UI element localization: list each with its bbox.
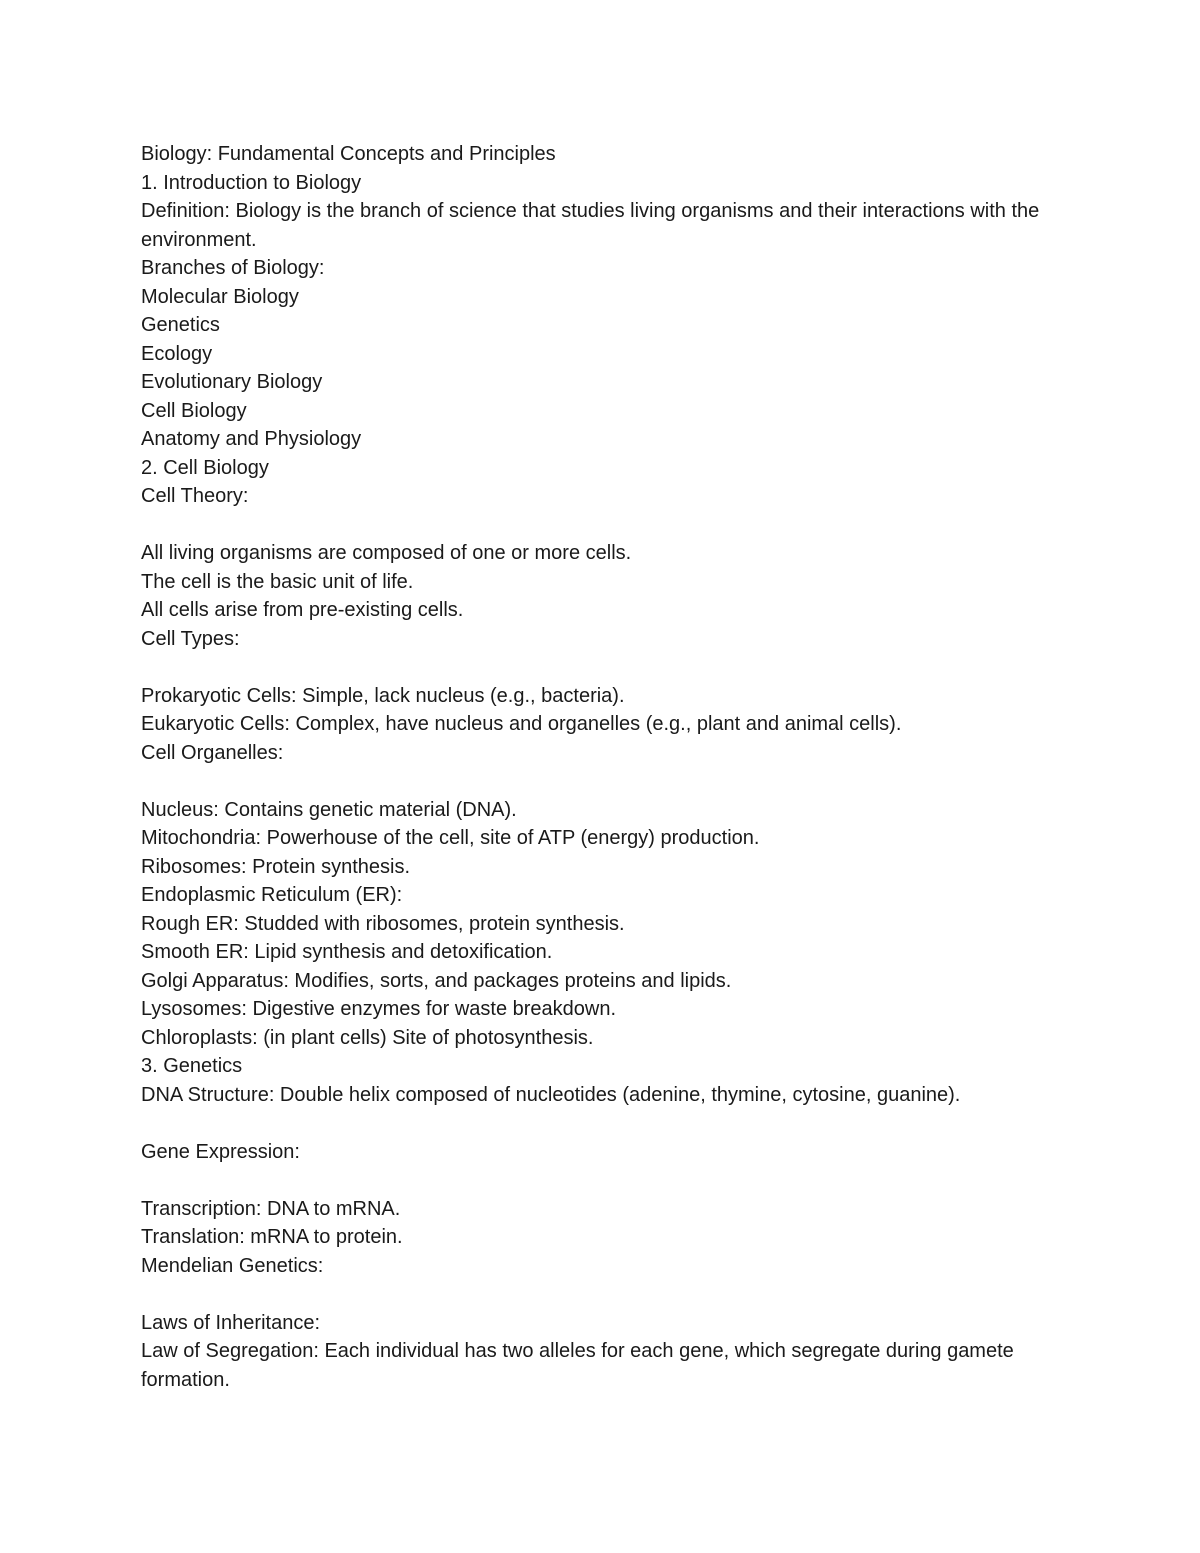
branch-item: Cell Biology (141, 399, 247, 422)
law-of-segregation: Law of Segregation: Each individual has two alleles for each gene, which segregate during gamete formation. (141, 1340, 1014, 1391)
biology-definition: Definition: Biology is the branch of science that studies living organisms and their interactions with the environment. (141, 200, 1040, 251)
branch-item: Ecology (141, 342, 213, 365)
cell-type-item: Prokaryotic Cells: Simple, lack nucleus (e.g., bacteria). (141, 684, 625, 707)
gene-expression-item: Transcription: DNA to mRNA. (141, 1197, 401, 1220)
organelle-item: Ribosomes: Protein synthesis. (141, 855, 411, 878)
branch-item: Evolutionary Biology (141, 371, 323, 393)
cell-theory-item: All living organisms are composed of one or more cells. (141, 542, 632, 564)
organelle-item: Endoplasmic Reticulum (ER): (141, 884, 403, 906)
mendelian-genetics-label: Mendelian Genetics: (141, 1254, 324, 1277)
cell-types-label: Cell Types: (141, 627, 240, 650)
blank-line (141, 1280, 1041, 1309)
organelle-item: Lysosomes: Digestive enzymes for waste breakdown. (141, 998, 617, 1020)
organelle-item: Smooth ER: Lipid synthesis and detoxification. (141, 941, 553, 963)
organelles-label: Cell Organelles: (141, 741, 284, 764)
cell-theory-item: All cells arise from pre-existing cells. (141, 599, 464, 621)
section-heading-cell-biology: 2. Cell Biology (141, 456, 269, 479)
organelle-item: Mitochondria: Powerhouse of the cell, site of ATP (energy) production. (141, 827, 760, 849)
blank-line (141, 1109, 1041, 1138)
cell-theory-label: Cell Theory: (141, 485, 249, 507)
branch-item: Molecular Biology (141, 285, 299, 308)
gene-expression-label: Gene Expression: (141, 1140, 300, 1163)
blank-line (141, 511, 1041, 540)
blank-line (141, 1166, 1041, 1195)
branch-item: Anatomy and Physiology (141, 428, 362, 450)
blank-line (141, 767, 1041, 796)
organelle-item: Chloroplasts: (in plant cells) Site of photosynthesis. (141, 1026, 594, 1049)
gene-expression-item: Translation: mRNA to protein. (141, 1226, 403, 1248)
document-body (141, 140, 1041, 1394)
organelle-item: Rough ER: Studded with ribosomes, protein synthesis. (141, 912, 625, 935)
branch-item: Genetics (141, 314, 220, 336)
organelle-item: Golgi Apparatus: Modifies, sorts, and packages proteins and lipids. (141, 969, 732, 992)
branches-label: Branches of Biology: (141, 257, 325, 279)
document-title: Biology: Fundamental Concepts and Principles (141, 143, 556, 165)
laws-of-inheritance-label: Laws of Inheritance: (141, 1311, 320, 1334)
dna-structure: DNA Structure: Double helix composed of nucleotides (adenine, thymine, cytosine, guanine). (141, 1083, 961, 1106)
organelle-item: Nucleus: Contains genetic material (DNA). (141, 798, 517, 821)
cell-type-item: Eukaryotic Cells: Complex, have nucleus and organelles (e.g., plant and animal cells). (141, 713, 902, 735)
section-heading-genetics: 3. Genetics (141, 1055, 243, 1077)
cell-theory-item: The cell is the basic unit of life. (141, 570, 414, 593)
section-heading-introduction: 1. Introduction to Biology (141, 171, 362, 194)
blank-line (141, 653, 1041, 682)
